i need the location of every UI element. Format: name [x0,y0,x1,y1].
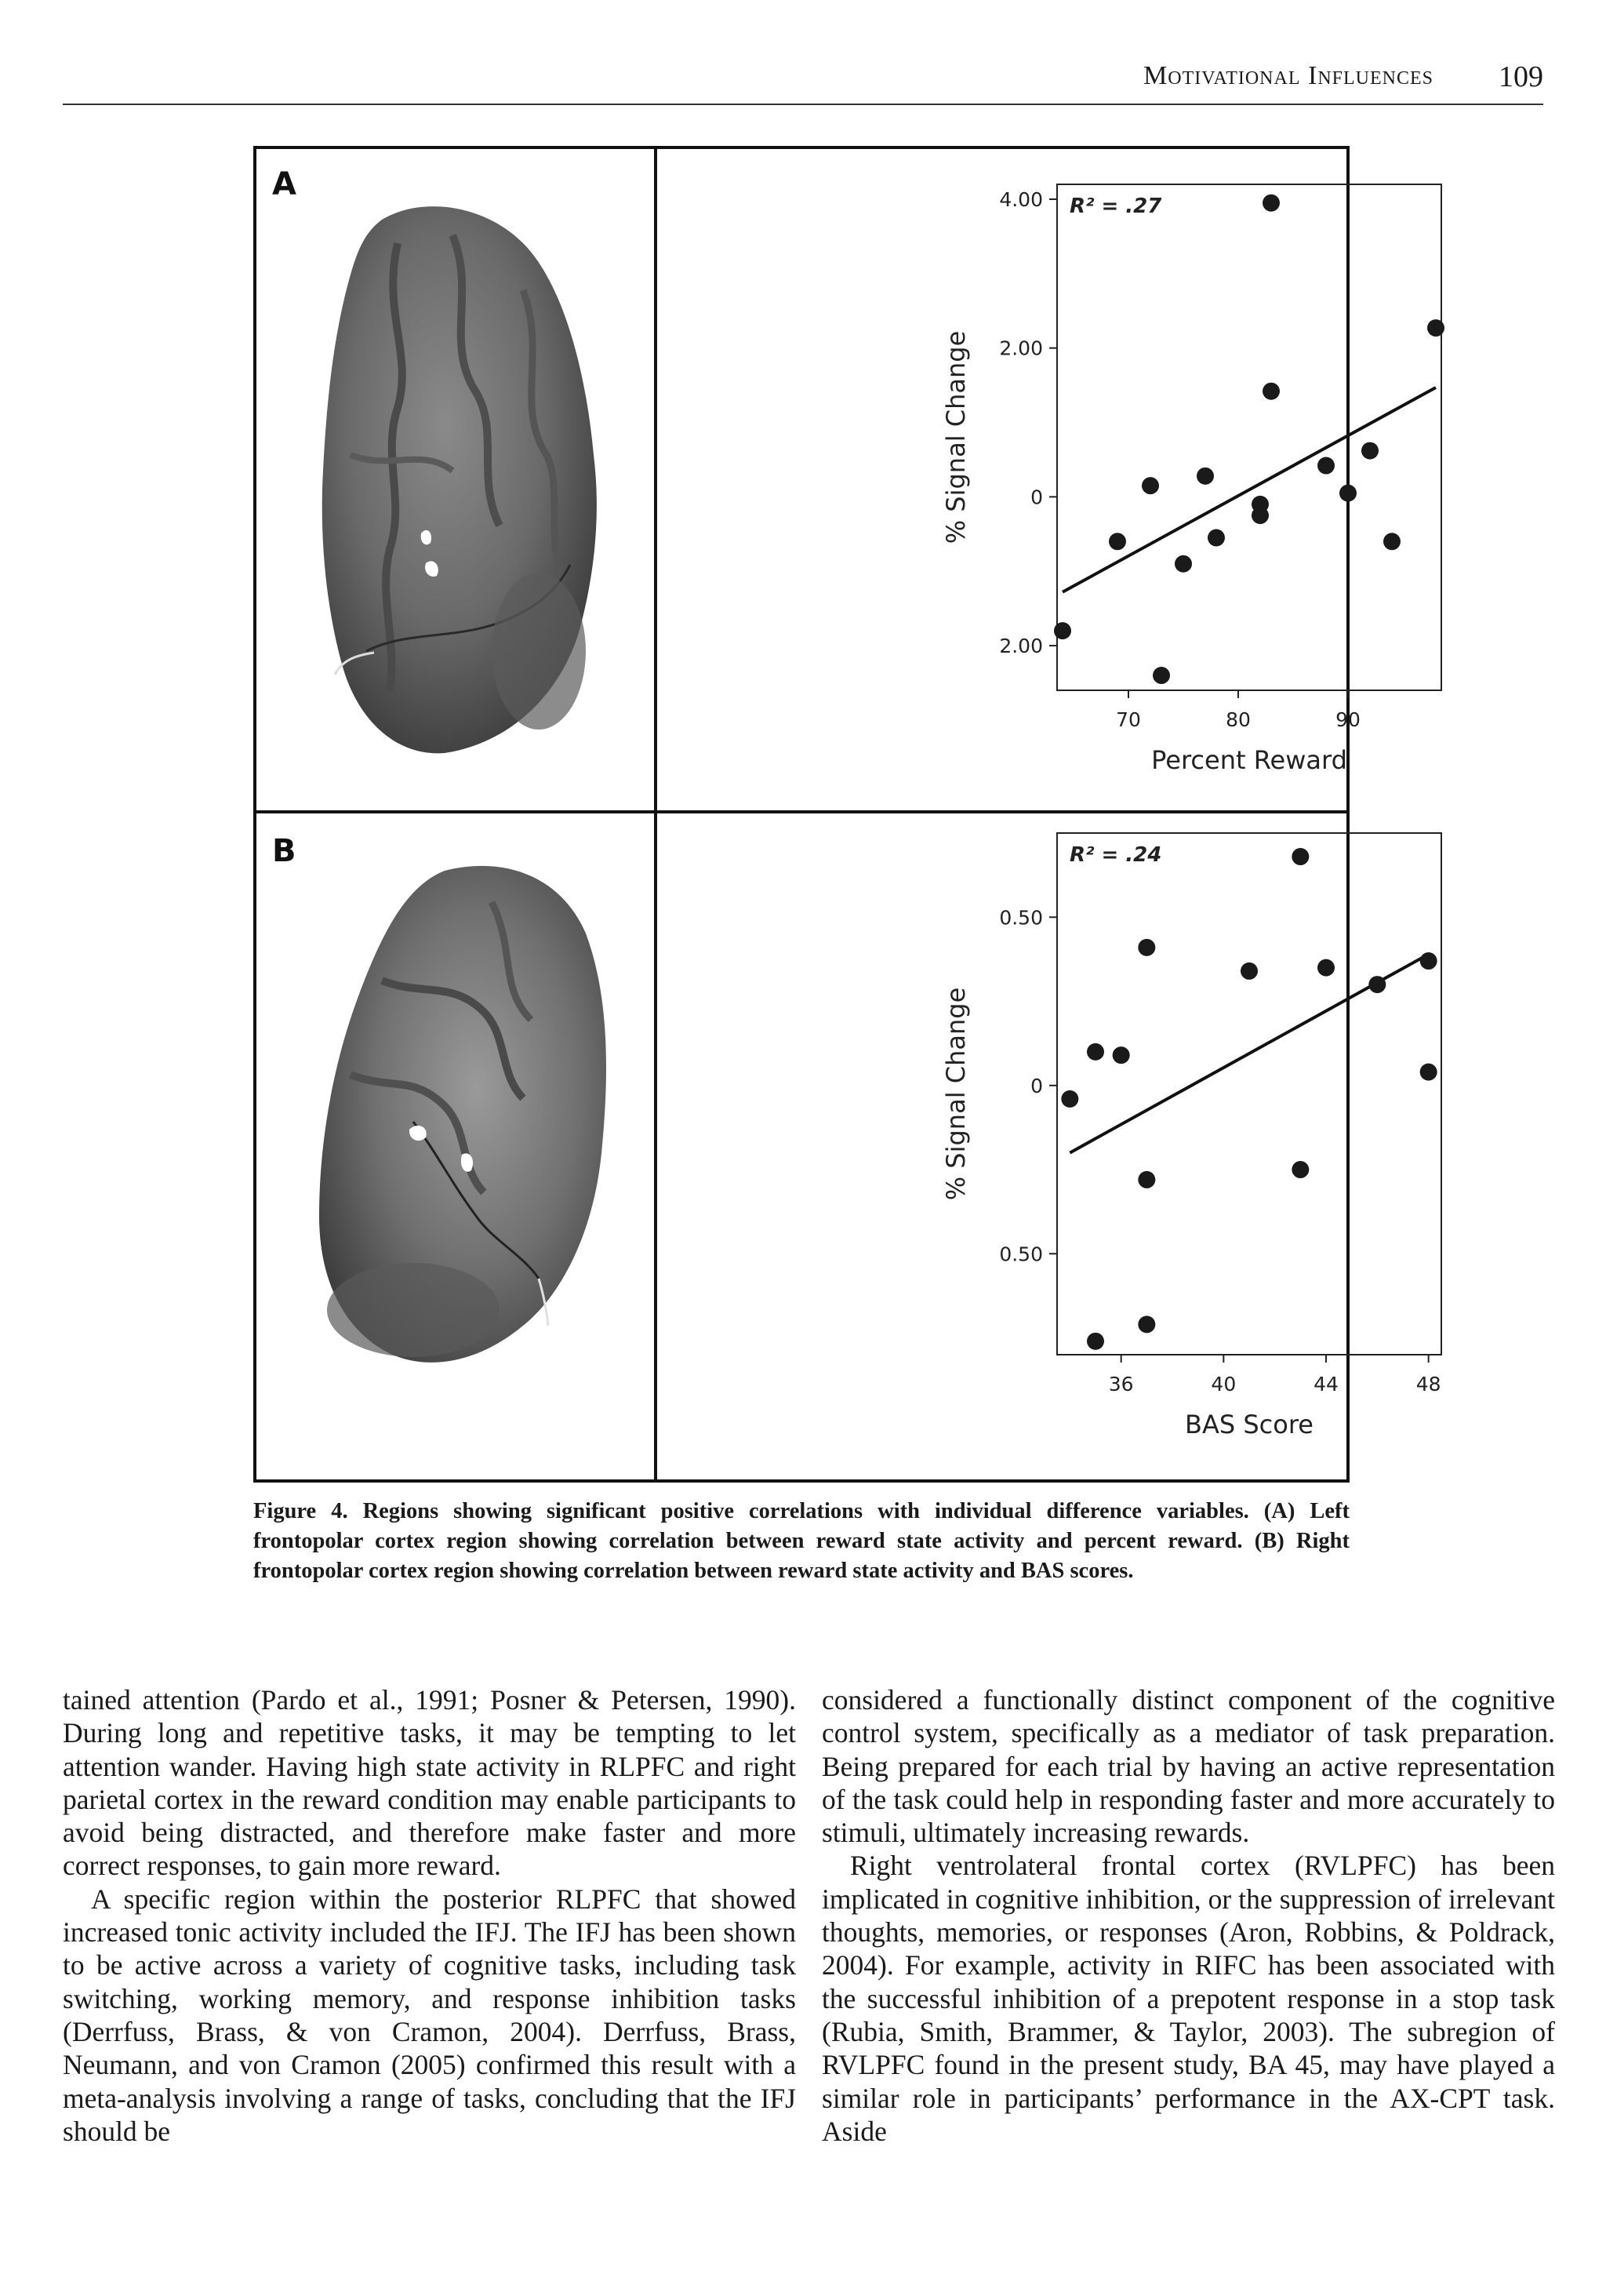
y-tick-label: 0 [1030,1074,1043,1097]
running-head [63,56,1543,105]
data-point [1317,457,1335,475]
body-left-column [63,1683,796,2148]
data-point [1138,939,1155,956]
data-point [1113,1046,1130,1064]
data-point [1368,976,1386,993]
data-point [1339,485,1357,502]
body-right-column [822,1683,1555,2148]
figure-caption: Figure 4. Regions showing significant positive correlations with individual difference variables. (A) Left frontopolar cortex region showing correlation between reward state activity and percent reward. (B) Right frontopolar cortex region showing correlation between reward state activity and BAS scores. [253,1499,1350,1583]
data-point [1420,952,1437,970]
y-tick-label: 0.50 [999,1243,1043,1266]
x-tick-label: 36 [1108,1373,1134,1395]
y-tick-label: 2.00 [999,337,1043,360]
y-axis-label: % Signal Change [941,987,971,1201]
x-tick-label: 70 [1116,708,1141,731]
x-axis-label: Percent Reward [1151,745,1347,775]
data-point [1142,477,1159,494]
data-point [1427,319,1444,337]
x-tick-label: 90 [1335,708,1361,731]
x-tick-label: 80 [1226,708,1251,731]
data-point [1087,1333,1104,1350]
data-point [1175,555,1192,573]
panel-b-label: B [272,833,296,869]
page-number: 109 [1499,60,1543,93]
data-point [1087,1043,1104,1061]
y-tick-label: 2.00 [999,635,1043,658]
paragraph: Right ventrolateral frontal cortex (RVLPFC) has been implicated in cognitive inhibition, or the suppression of irrelevant thoughts, memories, or responses (Aron, Robbins, & Poldrack, 2004). For example, activity in RIFC has been associated with the successful inhibition of a prepotent response in a stop task (Rubia, Smith, Brammer, & Taylor, 2003). The subregion of RVLPFC found in the present study, BA 45, may have played a similar role in participants’ performance in the AX-CPT task. Aside [822,1850,1555,2147]
data-point [1420,1064,1437,1081]
scatter-chart-a [657,149,1361,810]
data-point [1197,468,1214,485]
data-point [1263,195,1280,212]
figure-4 [253,146,1441,1483]
paragraph: considered a functionally distinct component of the cognitive control system, specifically as a mediator of task preparation. Being prepared for each trial by having an active representation of the task could help in responding faster and more accurately to stimuli, ultimately increasing rewards. [822,1684,1555,1849]
x-tick-label: 48 [1415,1373,1441,1395]
data-point [1383,533,1401,550]
plot-frame [1057,184,1441,690]
scatter-chart-b [657,813,1441,1480]
data-point [1138,1171,1155,1188]
y-axis-label: % Signal Change [941,330,971,544]
data-point [1054,622,1071,639]
y-tick-label: 4.00 [999,187,1043,211]
data-point [1361,442,1379,460]
r-squared-annotation: R² = .27 [1070,195,1162,218]
data-point [1252,507,1269,524]
regression-line [1063,388,1436,592]
data-point [1109,533,1126,550]
plot-frame [1057,833,1441,1355]
data-point [1138,1315,1155,1333]
x-axis-label: BAS Score [1185,1410,1314,1439]
r-squared-annotation: R² = .24 [1070,843,1162,867]
data-point [1241,962,1258,980]
x-tick-label: 44 [1314,1373,1339,1395]
data-point [1153,667,1170,684]
data-point [1317,959,1335,977]
data-point [1061,1090,1078,1108]
y-tick-label: 0.50 [999,906,1043,930]
panel-a-label: A [272,166,296,202]
data-point [1208,529,1225,547]
brain-image-a [288,173,641,784]
running-title: Motivational Influences [1143,61,1433,90]
data-point [1292,1161,1309,1178]
brain-image-b [288,839,641,1451]
paragraph: A specific region within the posterior RLPFC that showed increased tonic activity included the IFJ. The IFJ has been shown to be active across a variety of cognitive tasks, including task switching, working memory, and response inhibition tasks (Derrfuss, Brass, & von Cramon, 2004). Derrfuss, Brass, Neumann, and von Cramon (2005) confirmed this result with a meta-analysis involving a range of tasks, concluding that the IFJ should be [63,1883,796,2147]
paragraph: tained attention (Pardo et al., 1991; Posner & Petersen, 1990). During long and repetitive tasks, it may be tempting to let attention wander. Having high state activity in RLPFC and right parietal cortex in the reward condition may enable participants to avoid being distracted, and therefore make faster and more correct responses, to gain more reward. [63,1684,796,1882]
data-point [1292,848,1309,865]
x-tick-label: 40 [1211,1373,1237,1395]
data-point [1263,383,1280,400]
y-tick-label: 0 [1030,486,1043,509]
